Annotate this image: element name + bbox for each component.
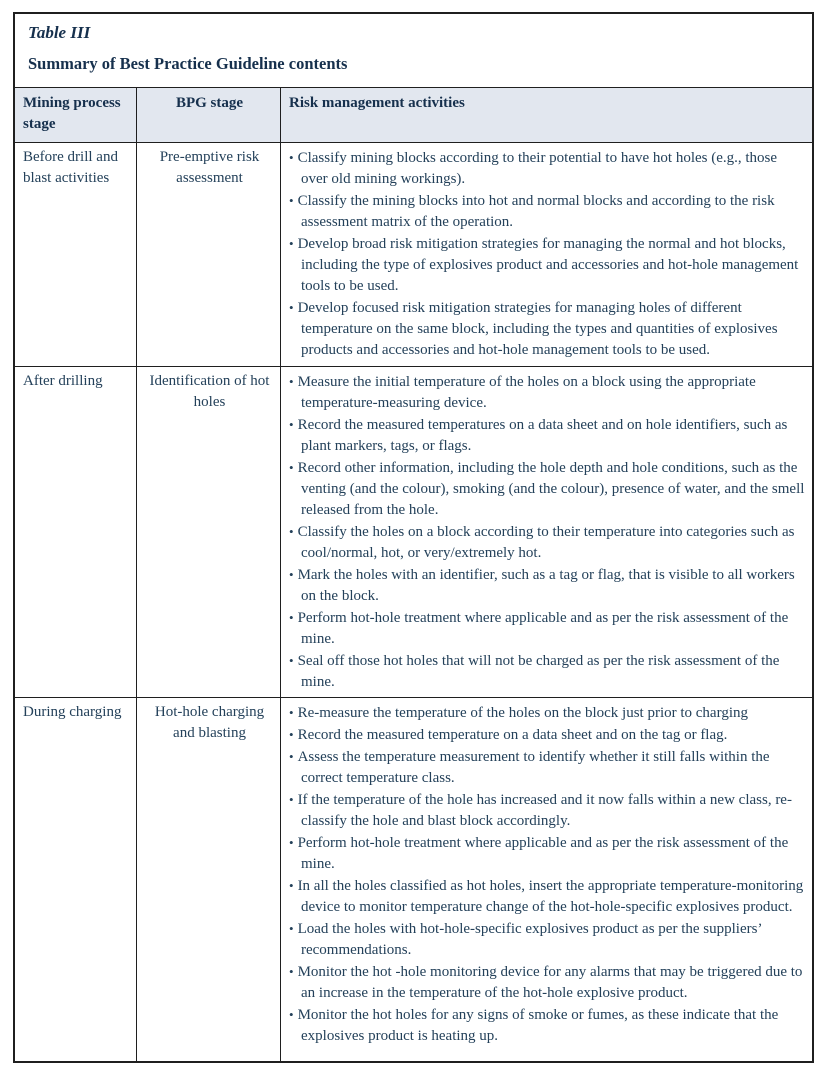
column-header-risk-management-activities: Risk management activities: [289, 95, 465, 111]
risk-activity-item: [289, 147, 806, 190]
risk-activity-text: Classify the mining blocks into hot and normal blocks and according to the risk assessment matrix of the operation.: [297, 193, 775, 230]
risk-activity-item: [289, 564, 806, 607]
risk-activity-item: [289, 371, 806, 414]
bullet-icon: •: [289, 792, 294, 807]
risk-activity-text: Record the measured temperature on a data sheet and on the tag or flag.: [297, 727, 728, 743]
bullet-icon: •: [289, 300, 294, 315]
risk-activity-text: Develop broad risk mitigation strategies for managing the normal and hot blocks, including the type of explosives product and accessories and hot-hole management tools to be used.: [297, 236, 799, 294]
table-title: Summary of Best Practice Guideline contents: [28, 54, 348, 73]
bullet-icon: •: [289, 705, 294, 720]
bullet-icon: •: [289, 921, 294, 936]
bullet-icon: •: [289, 1007, 294, 1022]
risk-activity-text: Develop focused risk mitigation strategies for managing holes of different temperature on the same block, including the types and quantities of explosives products and accessories and hot-hole management tools to be used.: [297, 300, 778, 358]
risk-activities-list: [289, 702, 806, 1047]
risk-activities-list: [289, 371, 806, 693]
mining-process-stage-cell: During charging: [15, 698, 137, 1061]
risk-activity-text: Mark the holes with an identifier, such as a tag or flag, that is visible to all workers on the block.: [297, 567, 795, 604]
table-header-row: [15, 88, 812, 143]
risk-activity-text: If the temperature of the hole has increased and it now falls within a new class, re-classify the hole and blast block accordingly.: [297, 792, 792, 829]
risk-activity-text: Classify mining blocks according to their potential to have hot holes (e.g., those over old mining workings).: [297, 150, 778, 187]
risk-activity-item: [289, 724, 806, 746]
risk-activity-text: Record the measured temperatures on a data sheet and on hole identifiers, such as plant markers, tags, or flags.: [297, 417, 788, 454]
risk-activity-item: [289, 918, 806, 961]
risk-activity-item: [289, 607, 806, 650]
risk-activity-text: Measure the initial temperature of the holes on a block using the appropriate temperature-measuring device.: [297, 374, 756, 411]
risk-activity-text: Record other information, including the hole depth and hole conditions, such as the venting (and the colour), smoking (and the colour), presence of water, and the smell released from the hole.: [297, 460, 805, 518]
column-header-mining-process-stage: Mining process stage: [15, 88, 137, 142]
risk-activity-item: [289, 1004, 806, 1047]
bullet-icon: •: [289, 374, 294, 389]
risk-activity-item: [289, 297, 806, 361]
risk-activity-item: [289, 190, 806, 233]
risk-activity-item: [289, 875, 806, 918]
risk-activity-item: [289, 702, 806, 724]
risk-activity-item: [289, 414, 806, 457]
risk-activity-item: [289, 832, 806, 875]
bullet-icon: •: [289, 610, 294, 625]
mining-process-stage-cell: After drilling: [15, 367, 137, 697]
risk-activity-text: Monitor the hot -hole monitoring device for any alarms that may be triggered due to an increase in the temperature of the hot-hole explosive product.: [297, 964, 803, 1001]
mining-process-stage-cell: Before drill and blast activities: [15, 143, 137, 366]
bpg-stage-cell: Hot-hole charging and blasting: [137, 698, 281, 1061]
risk-activity-item: [289, 746, 806, 789]
table-row: [15, 367, 812, 698]
bullet-icon: •: [289, 236, 294, 251]
table-body: [15, 143, 812, 1061]
bullet-icon: •: [289, 749, 294, 764]
bullet-icon: •: [289, 653, 294, 668]
risk-activity-item: [289, 457, 806, 521]
risk-activity-text: Seal off those hot holes that will not be charged as per the risk assessment of the mine.: [297, 653, 780, 690]
bullet-icon: •: [289, 150, 294, 165]
risk-activity-item: [289, 961, 806, 1004]
bullet-icon: •: [289, 524, 294, 539]
risk-activity-text: Assess the temperature measurement to identify whether it still falls within the correct temperature class.: [297, 749, 770, 786]
risk-activity-item: [289, 521, 806, 564]
bpg-summary-table: [13, 12, 814, 1063]
risk-activity-item: [289, 650, 806, 693]
table-caption: [15, 14, 812, 88]
bullet-icon: •: [289, 567, 294, 582]
risk-activity-item: [289, 789, 806, 832]
column-header-bpg-stage: BPG stage: [137, 88, 281, 142]
bullet-icon: •: [289, 460, 294, 475]
risk-activity-text: Perform hot-hole treatment where applicable and as per the risk assessment of the mine.: [297, 610, 789, 647]
bullet-icon: •: [289, 193, 294, 208]
risk-activity-text: Classify the holes on a block according to their temperature into categories such as cool/normal, hot, or very/extremely hot.: [297, 524, 795, 561]
risk-activity-text: Load the holes with hot-hole-specific explosives product as per the suppliers’ recommendations.: [297, 921, 762, 958]
bullet-icon: •: [289, 727, 294, 742]
bpg-stage-cell: Pre-emptive risk assessment: [137, 143, 281, 366]
risk-activity-text: Perform hot-hole treatment where applicable and as per the risk assessment of the mine.: [297, 835, 789, 872]
risk-activity-text: In all the holes classified as hot holes, insert the appropriate temperature-monitoring device to monitor temperature change of the hot-hole-specific explosives product.: [297, 878, 804, 915]
bullet-icon: •: [289, 878, 294, 893]
table-row: [15, 143, 812, 367]
bullet-icon: •: [289, 417, 294, 432]
bullet-icon: •: [289, 964, 294, 979]
bpg-stage-cell: Identification of hot holes: [137, 367, 281, 697]
bullet-icon: •: [289, 835, 294, 850]
risk-activity-text: Monitor the hot holes for any signs of smoke or fumes, as these indicate that the explosives product is heating up.: [297, 1007, 779, 1044]
table-number: Table III: [28, 23, 91, 42]
risk-activity-text: Re-measure the temperature of the holes on the block just prior to charging: [297, 705, 748, 721]
risk-activities-list: [289, 147, 806, 361]
table-row: [15, 698, 812, 1061]
risk-activity-item: [289, 233, 806, 297]
